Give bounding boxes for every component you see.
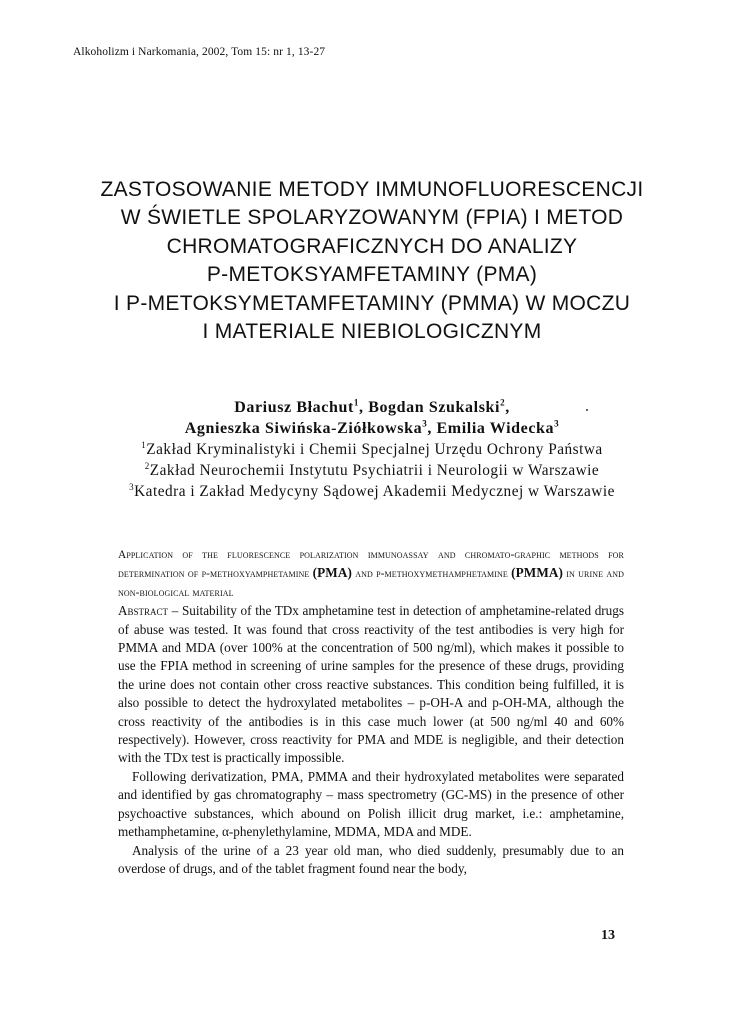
abstract-paragraph xyxy=(118,602,624,768)
title-line: W ŚWIETLE SPOLARYZOWANYM (FPIA) I METOD xyxy=(120,206,624,230)
affiliation xyxy=(0,439,744,460)
title-line: CHROMATOGRAFICZNYCH DO ANALIZY xyxy=(166,234,578,258)
affiliation-text: Katedra i Zakład Medycyny Sądowej Akademii Medycznej w Warszawie xyxy=(134,483,615,500)
english-abstract xyxy=(118,546,624,878)
author-separator: , xyxy=(427,420,437,437)
author-name: Agnieszka Siwińska-Ziółkowska xyxy=(184,420,423,437)
affiliation-text: Zakład Neurochemii Instytutu Psychiatrii i Neurologii w Warszawie xyxy=(149,462,600,479)
author-line-1 xyxy=(0,397,744,418)
heading-acronym: (PMMA) xyxy=(511,565,564,581)
author-name: Bogdan Szukalski xyxy=(368,399,501,416)
author-separator: , xyxy=(505,399,510,416)
journal-citation: Alkoholizm i Narkomania, 2002, Tom 15: nr 1, 13-27 xyxy=(73,46,326,58)
affiliation xyxy=(0,460,744,481)
abstract-label: Abstract xyxy=(118,603,169,619)
abstract-dash: – xyxy=(168,603,182,619)
heading-text: Application of the fluorescence polarization immunoassay and chromato-graphic methods for determination of p-methoxyamphetamine xyxy=(118,549,624,581)
page-number: 13 xyxy=(601,928,615,943)
title-line: I MATERIALE NIEBIOLOGICZNYM xyxy=(202,320,542,344)
stray-mark xyxy=(586,409,588,411)
affiliation-mark: 3 xyxy=(129,481,135,492)
author-name: Emilia Widecka xyxy=(436,420,555,437)
author-affiliation-mark: 3 xyxy=(422,418,428,429)
title-line: P-METOKSYAMFETAMINY (PMA) xyxy=(206,263,538,287)
abstract-heading xyxy=(118,546,624,602)
author-list xyxy=(0,397,744,439)
heading-text: and p-methoxymethamphetamine xyxy=(351,568,512,581)
affiliation-mark: 2 xyxy=(144,460,150,471)
author-line-2 xyxy=(0,418,744,439)
author-affiliation-mark: 2 xyxy=(500,397,506,408)
abstract-text: Suitability of the TDx amphetamine test in detection of amphetamine-related drugs of abuse was tested. It was found that cross reactivity of the test antibodies is very high for PMMA and MDA (over 100% at the concentration of 500 ng/ml), which makes it possible to use the FPIA method in screening of urine samples for the presence of these drugs, providing the urine does not contain other cross reactive substances. This condition being fulfilled, it is also possible to detect the hydroxylated metabolites – p-OH-A and p-OH-MA, although the cross reactivity of the antibodies is in this case much lower (at 500 ng/ml 40 and 60% respectively). However, cross reactivity for PMA and MDE is negligible, and their detection with the TDx test is practically impossible. xyxy=(118,603,625,766)
author-separator: , xyxy=(358,399,369,416)
author-name: Dariusz Błachut xyxy=(234,399,354,416)
article-title xyxy=(40,176,704,346)
heading-acronym: (PMA) xyxy=(312,565,352,581)
heading-text: in urine and non-biological material xyxy=(118,568,625,599)
author-affiliation-mark: 3 xyxy=(554,418,560,429)
abstract-paragraph: Following derivatization, PMA, PMMA and their hydroxylated metabolites were separated and identified by gas chromatography – mass spectrometry (GC-MS) in the presence of other psychoactive substances, which abound on Polish illicit drug market, i.e.: amphetamine, methamphetamine, α-phenylethylamine, MDMA, MDA and MDE. xyxy=(118,768,624,840)
abstract-paragraph: Analysis of the urine of a 23 year old man, who died suddenly, presumably due to an overdose of drugs, and of the tablet fragment found near the body, xyxy=(118,842,624,876)
affiliation-mark: 1 xyxy=(141,439,147,450)
affiliation xyxy=(0,481,744,502)
title-line: I P-METOKSYMETAMFETAMINY (PMMA) W MOCZU xyxy=(113,291,631,315)
title-line: ZASTOSOWANIE METODY IMMUNOFLUORESCENCJI xyxy=(100,178,644,201)
author-affiliation-mark: 1 xyxy=(353,397,359,408)
affiliation-text: Zakład Kryminalistyki i Chemii Specjalnej Urzędu Ochrony Państwa xyxy=(146,441,603,458)
affiliation-list xyxy=(0,439,744,502)
